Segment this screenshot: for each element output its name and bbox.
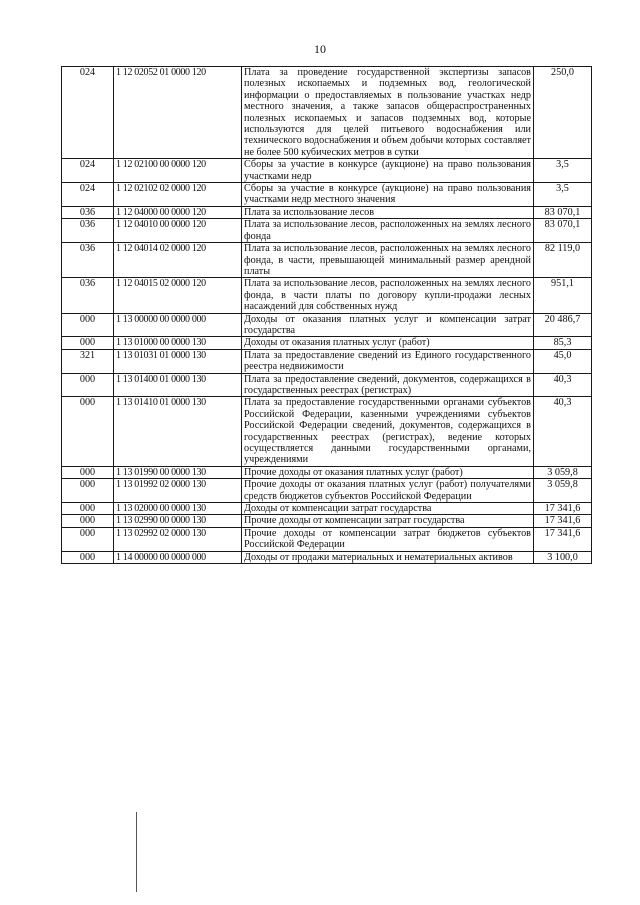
revenue-name-cell: Сборы за участие в конкурсе (аукционе) на право пользования участками недр: [242, 159, 534, 183]
revenue-name-cell: Сборы за участие в конкурсе (аукционе) на право пользования участками недр местного значения: [242, 183, 534, 207]
revenue-name-cell: Прочие доходы от оказания платных услуг (работ): [242, 466, 534, 478]
amount-cell: 20 486,7: [534, 313, 592, 337]
page-number: 10: [314, 42, 326, 56]
revenue-table-body: [62, 67, 592, 564]
table-row: [62, 527, 592, 551]
admin-code-cell: 036: [62, 278, 114, 313]
admin-code-cell: 024: [62, 67, 114, 159]
amount-cell: 45,0: [534, 349, 592, 373]
revenue-name-cell: Плата за предоставление сведений, документов, содержащихся в государственных реестрах (регистрах): [242, 373, 534, 397]
revenue-name-cell: Плата за проведение государственной экспертизы запасов полезных ископаемых и подземных вод, геологической информации о предоставляемых в пользование участках недр местного значения, а также запасов общераспространенных полезных ископаемых и запасов подземных вод, которые используются для целей питьевого водоснабжения или технического водоснабжения и объем добычи которых составляет не более 500 кубических метров в сутки: [242, 67, 534, 159]
budget-code-cell: 1 12 04015 02 0000 120: [114, 278, 242, 313]
amount-cell: 82 119,0: [534, 243, 592, 278]
amount-cell: 83 070,1: [534, 219, 592, 243]
budget-code-cell: 1 12 04014 02 0000 120: [114, 243, 242, 278]
amount-cell: 3 059,8: [534, 466, 592, 478]
table-row: [62, 313, 592, 337]
budget-code-cell: 1 12 02100 00 0000 120: [114, 159, 242, 183]
budget-code-cell: 1 13 02992 02 0000 130: [114, 527, 242, 551]
amount-cell: 83 070,1: [534, 206, 592, 218]
revenue-name-cell: Доходы от компенсации затрат государства: [242, 503, 534, 515]
amount-cell: 17 341,6: [534, 527, 592, 551]
table-row: [62, 67, 592, 159]
revenue-table: [61, 66, 592, 564]
budget-code-cell: 1 13 01990 00 0000 130: [114, 466, 242, 478]
admin-code-cell: 000: [62, 466, 114, 478]
amount-cell: 3 100,0: [534, 551, 592, 563]
amount-cell: 40,3: [534, 397, 592, 466]
revenue-name-cell: Плата за использование лесов: [242, 206, 534, 218]
amount-cell: 17 341,6: [534, 503, 592, 515]
amount-cell: 250,0: [534, 67, 592, 159]
revenue-name-cell: Доходы от оказания платных услуг и компенсации затрат государства: [242, 313, 534, 337]
admin-code-cell: 024: [62, 183, 114, 207]
table-row: [62, 219, 592, 243]
budget-code-cell: 1 13 00000 00 0000 000: [114, 313, 242, 337]
revenue-name-cell: Прочие доходы от компенсации затрат государства: [242, 515, 534, 527]
revenue-name-cell: Прочие доходы от оказания платных услуг (работ) получателями средств бюджетов субъектов Российской Федерации: [242, 479, 534, 503]
admin-code-cell: 000: [62, 337, 114, 349]
table-row: [62, 503, 592, 515]
budget-code-cell: 1 12 04000 00 0000 120: [114, 206, 242, 218]
table-row: [62, 159, 592, 183]
admin-code-cell: 000: [62, 503, 114, 515]
table-row: [62, 515, 592, 527]
admin-code-cell: 000: [62, 551, 114, 563]
revenue-name-cell: Плата за предоставление сведений из Единого государственного реестра недвижимости: [242, 349, 534, 373]
budget-code-cell: 1 12 04010 00 0000 120: [114, 219, 242, 243]
admin-code-cell: 000: [62, 527, 114, 551]
budget-code-cell: 1 13 01031 01 0000 130: [114, 349, 242, 373]
table-row: [62, 479, 592, 503]
revenue-name-cell: Плата за использование лесов, расположенных на землях лесного фонда: [242, 219, 534, 243]
revenue-name-cell: Доходы от продажи материальных и нематериальных активов: [242, 551, 534, 563]
table-row: [62, 243, 592, 278]
budget-code-cell: 1 14 00000 00 0000 000: [114, 551, 242, 563]
table-row: [62, 183, 592, 207]
budget-code-cell: 1 13 01400 01 0000 130: [114, 373, 242, 397]
binding-line: [136, 812, 137, 892]
admin-code-cell: 036: [62, 219, 114, 243]
admin-code-cell: 000: [62, 479, 114, 503]
amount-cell: 17 341,6: [534, 515, 592, 527]
admin-code-cell: 321: [62, 349, 114, 373]
revenue-name-cell: Плата за использование лесов, расположенных на землях лесного фонда, в части, превышающей минимальный размер арендной платы: [242, 243, 534, 278]
revenue-name-cell: Плата за использование лесов, расположенных на землях лесного фонда, в части платы по договору купли-продажи лесных насаждений для собственных нужд: [242, 278, 534, 313]
amount-cell: 40,3: [534, 373, 592, 397]
revenue-name-cell: Плата за предоставление государственными органами субъектов Российской Федерации, казенными учреждениями субъектов Российской Федерации сведений, документов, содержащихся в государственных реестрах (регистрах), ведение которых осуществляется данными государственными органами, учреждениями: [242, 397, 534, 466]
table-row: [62, 278, 592, 313]
table-row: [62, 349, 592, 373]
table-row: [62, 337, 592, 349]
admin-code-cell: 000: [62, 515, 114, 527]
amount-cell: 3,5: [534, 183, 592, 207]
budget-code-cell: 1 13 02990 00 0000 130: [114, 515, 242, 527]
amount-cell: 951,1: [534, 278, 592, 313]
admin-code-cell: 000: [62, 313, 114, 337]
table-row: [62, 397, 592, 466]
amount-cell: 3 059,8: [534, 479, 592, 503]
budget-code-cell: 1 13 01410 01 0000 130: [114, 397, 242, 466]
budget-code-cell: 1 13 01000 00 0000 130: [114, 337, 242, 349]
revenue-name-cell: Доходы от оказания платных услуг (работ): [242, 337, 534, 349]
amount-cell: 85,3: [534, 337, 592, 349]
admin-code-cell: 000: [62, 397, 114, 466]
admin-code-cell: 000: [62, 373, 114, 397]
budget-code-cell: 1 12 02102 02 0000 120: [114, 183, 242, 207]
table-row: [62, 373, 592, 397]
amount-cell: 3,5: [534, 159, 592, 183]
table-row: [62, 551, 592, 563]
admin-code-cell: 024: [62, 159, 114, 183]
budget-code-cell: 1 13 01992 02 0000 130: [114, 479, 242, 503]
admin-code-cell: 036: [62, 243, 114, 278]
admin-code-cell: 036: [62, 206, 114, 218]
table-row: [62, 206, 592, 218]
table-row: [62, 466, 592, 478]
budget-code-cell: 1 12 02052 01 0000 120: [114, 67, 242, 159]
revenue-name-cell: Прочие доходы от компенсации затрат бюджетов субъектов Российской Федерации: [242, 527, 534, 551]
budget-code-cell: 1 13 02000 00 0000 130: [114, 503, 242, 515]
